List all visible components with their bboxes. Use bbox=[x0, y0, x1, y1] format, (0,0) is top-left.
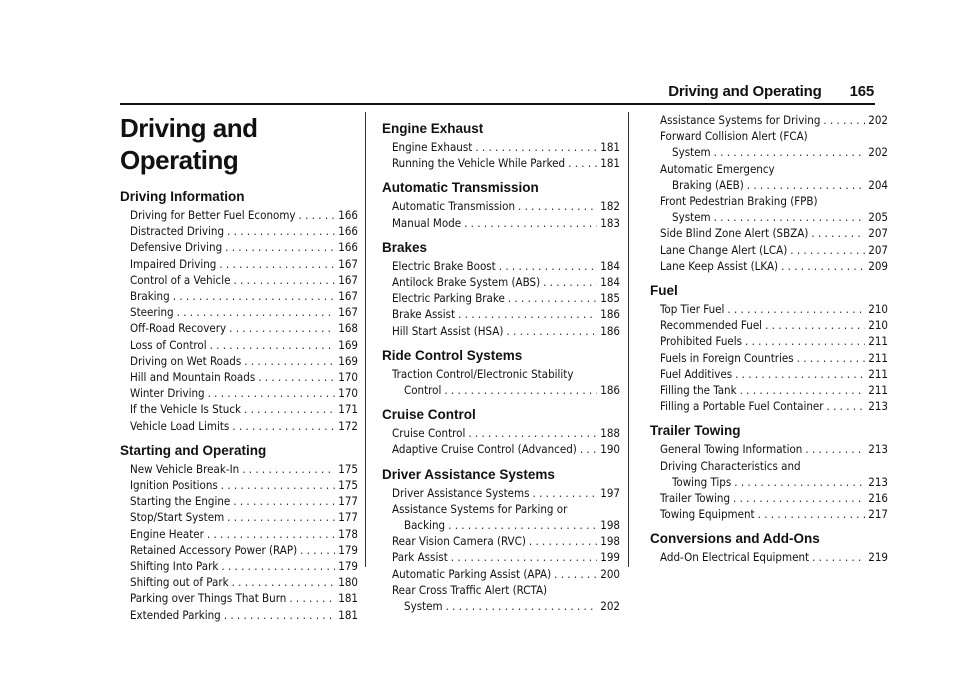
dot-leader bbox=[232, 574, 336, 590]
toc-entry[interactable] bbox=[382, 198, 620, 214]
toc-entry[interactable] bbox=[650, 350, 888, 366]
toc-entry-label: Brake Assist bbox=[392, 307, 456, 322]
toc-page-number: 211 bbox=[868, 334, 888, 349]
toc-page-number: 205 bbox=[868, 210, 888, 225]
toc-entry[interactable] bbox=[120, 385, 358, 401]
dot-leader bbox=[733, 490, 865, 506]
toc-section-starting-and-operating bbox=[120, 442, 358, 623]
toc-page-number: 197 bbox=[600, 485, 620, 500]
toc-entry[interactable] bbox=[382, 485, 620, 501]
toc-entry[interactable] bbox=[382, 323, 620, 339]
dot-leader bbox=[451, 549, 597, 565]
dot-leader bbox=[499, 258, 598, 274]
toc-entry[interactable] bbox=[382, 566, 620, 582]
section-heading: Conversions and Add-Ons bbox=[650, 531, 820, 547]
toc-entry[interactable] bbox=[382, 533, 620, 549]
section-heading: Ride Control Systems bbox=[382, 347, 523, 363]
toc-section-fuel bbox=[650, 282, 888, 414]
dot-leader bbox=[233, 493, 335, 509]
toc-entry[interactable] bbox=[120, 401, 358, 417]
toc-entry-label: System bbox=[672, 210, 711, 225]
dot-leader bbox=[805, 441, 865, 457]
dot-leader bbox=[475, 139, 597, 155]
toc-page-number: 186 bbox=[600, 307, 620, 322]
toc-page-number: 175 bbox=[338, 478, 358, 493]
section-heading: Driving Information bbox=[120, 189, 245, 204]
toc-entry[interactable] bbox=[650, 144, 888, 160]
toc-entry-label: Extended Parking bbox=[130, 607, 221, 622]
toc-entry[interactable] bbox=[382, 598, 620, 614]
toc-entry[interactable] bbox=[650, 258, 888, 274]
dot-leader bbox=[747, 177, 865, 193]
dot-leader bbox=[781, 258, 865, 274]
toc-entry[interactable] bbox=[650, 225, 888, 241]
toc-page-number: 181 bbox=[338, 607, 358, 622]
toc-entry-label: Steering bbox=[130, 305, 174, 320]
section-heading: Trailer Towing bbox=[650, 423, 741, 439]
toc-page-number: 207 bbox=[868, 226, 888, 241]
dot-leader bbox=[229, 320, 335, 336]
toc-page-number: 184 bbox=[600, 258, 620, 273]
toc-page-number: 200 bbox=[600, 566, 620, 581]
toc-entry-label: Driving on Wet Roads bbox=[130, 353, 242, 368]
toc-entry[interactable] bbox=[120, 477, 358, 493]
toc-page-number: 211 bbox=[868, 383, 888, 398]
toc-entry-label: Vehicle Load Limits bbox=[130, 418, 230, 433]
toc-page-number: 172 bbox=[338, 418, 358, 433]
toc-page-number: 186 bbox=[600, 383, 620, 398]
toc-page-number: 185 bbox=[600, 291, 620, 306]
column-divider bbox=[365, 112, 366, 567]
toc-entry-label: Shifting out of Park bbox=[130, 575, 229, 590]
toc-entry[interactable] bbox=[650, 366, 888, 382]
toc-entry-label: Fuel Additives bbox=[660, 366, 733, 381]
toc-entry[interactable] bbox=[120, 320, 358, 336]
toc-entry-label: Prohibited Fuels bbox=[660, 334, 743, 349]
dot-leader bbox=[173, 288, 336, 304]
toc-entry-label: Off-Road Recovery bbox=[130, 321, 227, 336]
section-heading: Driver Assistance Systems bbox=[382, 466, 555, 482]
toc-entry[interactable] bbox=[382, 549, 620, 565]
section-heading: Automatic Transmission bbox=[382, 180, 539, 196]
toc-entry-label: Impaired Driving bbox=[130, 256, 217, 271]
toc-entry-label[interactable]: Rear Cross Traffic Alert (RCTA) bbox=[392, 582, 548, 597]
dot-leader bbox=[758, 506, 866, 522]
toc-entry[interactable] bbox=[120, 558, 358, 574]
toc-column-3 bbox=[650, 112, 888, 566]
toc-entry-label: Loss of Control bbox=[130, 337, 207, 352]
dot-leader bbox=[797, 350, 866, 366]
toc-page-number: 179 bbox=[338, 559, 358, 574]
toc-entry[interactable] bbox=[650, 242, 888, 258]
dot-leader bbox=[232, 418, 335, 434]
toc-entry-label: Add-On Electrical Equipment bbox=[660, 550, 810, 565]
dot-leader bbox=[543, 274, 597, 290]
toc-entry[interactable] bbox=[382, 517, 620, 533]
toc-entry-label: Automatic Transmission bbox=[392, 199, 516, 214]
toc-section-trailer-towing bbox=[650, 422, 888, 522]
toc-page-number: 202 bbox=[868, 113, 888, 127]
toc-entry-label: Assistance Systems for Driving bbox=[660, 113, 821, 127]
toc-entry-label: Park Assist bbox=[392, 550, 448, 565]
dot-leader bbox=[714, 209, 866, 225]
toc-page-number: 219 bbox=[868, 550, 888, 565]
dot-leader bbox=[568, 155, 597, 171]
dot-leader bbox=[745, 333, 865, 349]
toc-entry[interactable] bbox=[120, 542, 358, 558]
toc-section-automatic-transmission bbox=[382, 179, 620, 230]
dot-leader bbox=[244, 401, 335, 417]
dot-leader bbox=[554, 566, 597, 582]
toc-page-number: 211 bbox=[868, 366, 888, 381]
toc-entry-label: Side Blind Zone Alert (SBZA) bbox=[660, 226, 809, 241]
toc-entry[interactable] bbox=[120, 337, 358, 353]
toc-page-number: 167 bbox=[338, 305, 358, 320]
toc-page-number: 190 bbox=[600, 442, 620, 457]
toc-entry-label: Electric Brake Boost bbox=[392, 258, 496, 273]
toc-entry[interactable] bbox=[120, 369, 358, 385]
toc-entry[interactable] bbox=[120, 509, 358, 525]
dot-leader bbox=[221, 477, 335, 493]
toc-entry-label: Starting the Engine bbox=[130, 494, 231, 509]
toc-page-number: 177 bbox=[338, 510, 358, 525]
toc-page-number: 177 bbox=[338, 494, 358, 509]
toc-entry[interactable] bbox=[382, 215, 620, 231]
toc-entry-label: Ignition Positions bbox=[130, 478, 218, 493]
toc-entry-label: General Towing Information bbox=[660, 442, 803, 457]
toc-entry-label: Filling a Portable Fuel Container bbox=[660, 399, 824, 414]
toc-page-number: 167 bbox=[338, 272, 358, 287]
toc-column-2 bbox=[382, 112, 620, 614]
toc-entry-label: Defensive Driving bbox=[130, 240, 223, 255]
toc-entry[interactable] bbox=[382, 258, 620, 274]
header-rule bbox=[120, 103, 875, 105]
toc-entry[interactable] bbox=[650, 506, 888, 522]
toc-entry-label: Hill and Mountain Roads bbox=[130, 370, 256, 385]
toc-page-number: 171 bbox=[338, 402, 358, 417]
toc-entry[interactable] bbox=[650, 398, 888, 414]
dot-leader bbox=[177, 304, 336, 320]
column-divider bbox=[628, 112, 629, 567]
toc-entry[interactable] bbox=[120, 590, 358, 606]
toc-entry-label: Retained Accessory Power (RAP) bbox=[130, 542, 298, 557]
toc-page-number: 210 bbox=[868, 318, 888, 333]
toc-entry-label: If the Vehicle Is Stuck bbox=[130, 402, 242, 417]
toc-entry[interactable] bbox=[382, 139, 620, 155]
toc-page-number: 170 bbox=[338, 386, 358, 401]
toc-page-number: 210 bbox=[868, 302, 888, 317]
toc-page-number: 169 bbox=[338, 337, 358, 352]
toc-entry[interactable] bbox=[382, 155, 620, 171]
toc-page-number: 182 bbox=[600, 199, 620, 214]
toc-page-number: 168 bbox=[338, 321, 358, 336]
dot-leader bbox=[244, 353, 335, 369]
dot-leader bbox=[299, 207, 336, 223]
toc-entry[interactable] bbox=[382, 274, 620, 290]
toc-entry[interactable] bbox=[120, 493, 358, 509]
dot-leader bbox=[227, 223, 335, 239]
toc-page-number: 175 bbox=[338, 461, 358, 476]
section-heading: Brakes bbox=[382, 239, 428, 255]
section-heading: Starting and Operating bbox=[120, 442, 267, 458]
toc-page-number: 186 bbox=[600, 323, 620, 338]
toc-entry[interactable] bbox=[120, 288, 358, 304]
toc-entry[interactable] bbox=[120, 526, 358, 542]
dot-leader bbox=[518, 198, 597, 214]
toc-section-engine-exhaust bbox=[382, 120, 620, 171]
dot-leader bbox=[533, 485, 598, 501]
page-title: Driving and Operating bbox=[120, 113, 258, 175]
running-header bbox=[668, 83, 874, 100]
toc-entry-label: Recommended Fuel bbox=[660, 318, 763, 333]
toc-page-number: 209 bbox=[868, 258, 888, 273]
toc-entry[interactable] bbox=[120, 304, 358, 320]
toc-entry[interactable] bbox=[650, 112, 888, 128]
toc-entry[interactable] bbox=[120, 418, 358, 434]
toc-entry-label: Engine Exhaust bbox=[392, 140, 473, 154]
dot-leader bbox=[227, 509, 335, 525]
toc-entry[interactable] bbox=[382, 425, 620, 441]
toc-page-number: 181 bbox=[600, 140, 620, 154]
toc-entry-label[interactable]: Automatic Emergency bbox=[660, 161, 775, 176]
toc-entry-label: Shifting Into Park bbox=[130, 559, 219, 574]
toc-page-number: 184 bbox=[600, 275, 620, 290]
dot-leader bbox=[765, 317, 865, 333]
dot-leader bbox=[734, 474, 865, 490]
toc-entry-label: System bbox=[404, 599, 443, 614]
toc-section-driving-information bbox=[120, 188, 358, 434]
toc-entry-label[interactable]: Forward Collision Alert (FCA) bbox=[660, 129, 808, 144]
toc-entry-label: Antilock Brake System (ABS) bbox=[392, 275, 541, 290]
dot-leader bbox=[464, 215, 597, 231]
dot-leader bbox=[448, 517, 597, 533]
toc-entry-label: Stop/Start System bbox=[130, 510, 225, 525]
toc-entry-label: Electric Parking Brake bbox=[392, 291, 505, 306]
dot-leader bbox=[468, 425, 597, 441]
toc-entry-label[interactable]: Assistance Systems for Parking or bbox=[392, 501, 568, 516]
dot-leader bbox=[812, 549, 865, 565]
toc-entry[interactable] bbox=[382, 290, 620, 306]
toc-page-number: 216 bbox=[868, 491, 888, 506]
header-page-number: 165 bbox=[849, 83, 874, 100]
dot-leader bbox=[727, 301, 865, 317]
toc-entry[interactable] bbox=[120, 574, 358, 590]
toc-entry-label: Backing bbox=[404, 518, 446, 533]
toc-page-number: 166 bbox=[338, 208, 358, 222]
toc-entry-label: Driving for Better Fuel Economy bbox=[130, 208, 296, 222]
toc-entry-label: Braking (AEB) bbox=[672, 177, 744, 192]
toc-entry[interactable] bbox=[650, 177, 888, 193]
toc-page-number: 167 bbox=[338, 289, 358, 304]
dot-leader bbox=[225, 239, 335, 255]
toc-entry-label: Manual Mode bbox=[392, 215, 462, 230]
dot-leader bbox=[207, 526, 335, 542]
toc-section-driver-assistance-systems bbox=[382, 466, 620, 615]
toc-page-number: 169 bbox=[338, 353, 358, 368]
dot-leader bbox=[458, 306, 597, 322]
toc-entry-label[interactable]: Front Pedestrian Braking (FPB) bbox=[660, 194, 818, 209]
toc-page-number: 211 bbox=[868, 350, 888, 365]
toc-page-number: 204 bbox=[868, 177, 888, 192]
toc-entry-label: New Vehicle Break-In bbox=[130, 461, 240, 476]
toc-entry[interactable] bbox=[650, 382, 888, 398]
toc-page-number: 199 bbox=[600, 550, 620, 565]
toc-entry[interactable] bbox=[650, 301, 888, 317]
header-section-title: Driving and Operating bbox=[668, 83, 822, 100]
toc-entry-label: Adaptive Cruise Control (Advanced) bbox=[392, 442, 577, 457]
toc-entry-label: Towing Tips bbox=[672, 474, 732, 489]
toc-entry[interactable] bbox=[120, 607, 358, 623]
toc-entry-label: Top Tier Fuel bbox=[660, 302, 725, 317]
toc-page-number: 181 bbox=[338, 591, 358, 606]
toc-entry[interactable] bbox=[650, 333, 888, 349]
toc-entry-label: Control of a Vehicle bbox=[130, 272, 231, 287]
toc-entry-label: System bbox=[672, 145, 711, 160]
toc-page-number: 180 bbox=[338, 575, 358, 590]
dot-leader bbox=[444, 382, 597, 398]
toc-entry-label: Rear Vision Camera (RVC) bbox=[392, 534, 526, 549]
toc-entry[interactable] bbox=[650, 549, 888, 565]
dot-leader bbox=[823, 112, 865, 128]
toc-entry[interactable] bbox=[120, 239, 358, 255]
toc-section-ride-control-systems bbox=[382, 347, 620, 398]
toc-page-number: 213 bbox=[868, 399, 888, 414]
toc-entry-label: Parking over Things That Burn bbox=[130, 591, 287, 606]
toc-page-number: 181 bbox=[600, 156, 620, 171]
dot-leader bbox=[790, 242, 865, 258]
dot-leader bbox=[529, 533, 597, 549]
toc-entry[interactable] bbox=[120, 223, 358, 239]
toc-entry[interactable] bbox=[120, 461, 358, 477]
toc-entry[interactable] bbox=[650, 441, 888, 457]
dot-leader bbox=[714, 144, 866, 160]
dot-leader bbox=[811, 225, 865, 241]
dot-leader bbox=[740, 382, 866, 398]
toc-page-number: 183 bbox=[600, 215, 620, 230]
toc-entry-label: Lane Keep Assist (LKA) bbox=[660, 258, 779, 273]
toc-entry-label: Cruise Control bbox=[392, 426, 466, 441]
toc-page-number: 179 bbox=[338, 542, 358, 557]
toc-page-number: 167 bbox=[338, 256, 358, 271]
toc-entry-label: Driver Assistance Systems bbox=[392, 485, 530, 500]
dot-leader bbox=[446, 598, 598, 614]
toc-page-number: 166 bbox=[338, 224, 358, 239]
toc-entry-label: Distracted Driving bbox=[130, 224, 225, 239]
toc-entry[interactable] bbox=[382, 382, 620, 398]
toc-entry-label: Braking bbox=[130, 289, 170, 304]
toc-entry[interactable] bbox=[382, 306, 620, 322]
toc-page-number: 188 bbox=[600, 426, 620, 441]
toc-page-number: 178 bbox=[338, 526, 358, 541]
toc-section-conversions-and-add-ons bbox=[650, 530, 888, 565]
dot-leader bbox=[289, 590, 335, 606]
section-heading: Cruise Control bbox=[382, 407, 476, 423]
toc-entry[interactable] bbox=[650, 209, 888, 225]
toc-page-number: 170 bbox=[338, 370, 358, 385]
toc-page-number: 198 bbox=[600, 534, 620, 549]
toc-entry[interactable] bbox=[650, 317, 888, 333]
toc-page-number: 217 bbox=[868, 507, 888, 522]
toc-section-cruise-control bbox=[382, 406, 620, 457]
section-heading: Fuel bbox=[650, 283, 678, 299]
toc-entry[interactable] bbox=[650, 490, 888, 506]
toc-entry[interactable] bbox=[120, 353, 358, 369]
toc-page-number: 202 bbox=[868, 145, 888, 160]
toc-entry-label: Automatic Parking Assist (APA) bbox=[392, 566, 552, 581]
toc-page-number: 213 bbox=[868, 474, 888, 489]
dot-leader bbox=[233, 272, 335, 288]
section-heading: Engine Exhaust bbox=[382, 121, 484, 136]
toc-column-1 bbox=[120, 112, 358, 623]
dot-leader bbox=[224, 607, 336, 623]
toc-entry[interactable] bbox=[382, 441, 620, 457]
dot-leader bbox=[210, 337, 336, 353]
dot-leader bbox=[508, 290, 597, 306]
dot-leader bbox=[258, 369, 335, 385]
toc-page-number: 207 bbox=[868, 242, 888, 257]
toc-page-number: 198 bbox=[600, 518, 620, 533]
toc-entry-label: Filling the Tank bbox=[660, 383, 737, 398]
toc-section-continued bbox=[650, 112, 888, 274]
toc-entry-label: Winter Driving bbox=[130, 386, 205, 401]
toc-entry-label[interactable]: Driving Characteristics and bbox=[660, 458, 801, 473]
toc-page-number: 202 bbox=[600, 599, 620, 614]
toc-page-number: 166 bbox=[338, 240, 358, 255]
toc-entry[interactable] bbox=[120, 207, 358, 223]
dot-leader bbox=[506, 323, 597, 339]
toc-section-brakes bbox=[382, 239, 620, 339]
dot-leader bbox=[242, 461, 335, 477]
dot-leader bbox=[208, 385, 336, 401]
dot-leader bbox=[221, 558, 335, 574]
toc-entry-label[interactable]: Traction Control/Electronic Stability bbox=[392, 366, 574, 381]
toc-page-number: 213 bbox=[868, 442, 888, 457]
toc-entry-label: Lane Change Alert (LCA) bbox=[660, 242, 788, 257]
dot-leader bbox=[219, 256, 335, 272]
toc-entry[interactable] bbox=[650, 474, 888, 490]
toc-entry-label: Running the Vehicle While Parked bbox=[392, 156, 566, 171]
dot-leader bbox=[580, 441, 597, 457]
toc-entry-label: Control bbox=[404, 383, 442, 398]
dot-leader bbox=[735, 366, 865, 382]
toc-entry-label: Hill Start Assist (HSA) bbox=[392, 323, 504, 338]
dot-leader bbox=[300, 542, 335, 558]
toc-entry-label: Fuels in Foreign Countries bbox=[660, 350, 794, 365]
dot-leader bbox=[827, 398, 866, 414]
toc-entry-label: Trailer Towing bbox=[660, 491, 731, 506]
toc-entry-label: Towing Equipment bbox=[660, 507, 755, 522]
toc-entry-label: Engine Heater bbox=[130, 526, 204, 541]
toc-entry[interactable] bbox=[120, 256, 358, 272]
toc-entry[interactable] bbox=[120, 272, 358, 288]
